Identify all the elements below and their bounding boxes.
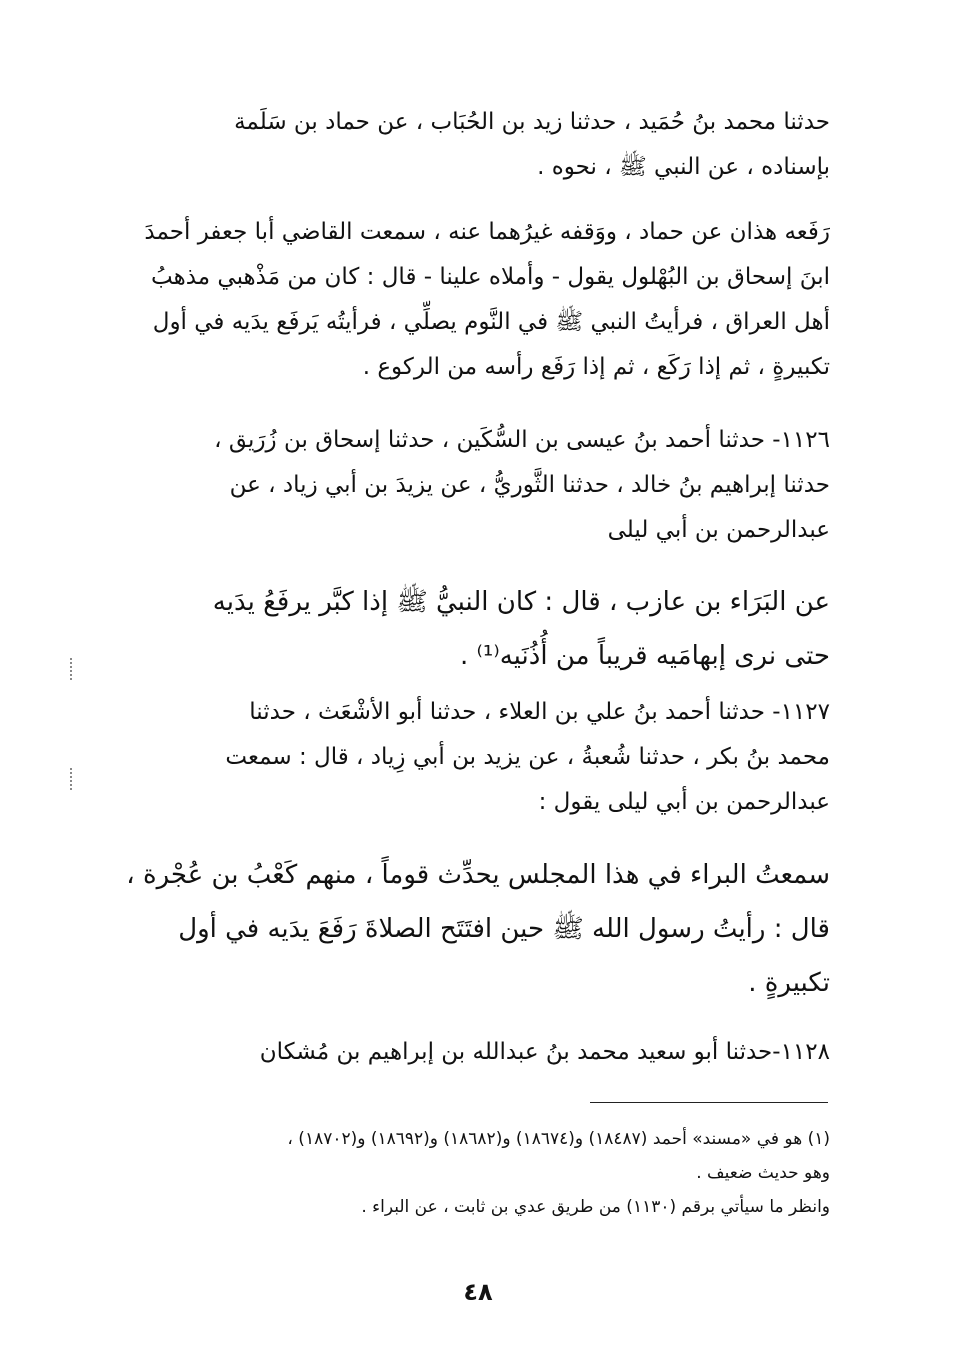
text-line: بإسناده ، عن النبي ﷺ ، نحوه . xyxy=(537,154,830,180)
text-line: عن البَرَاء بن عازب ، قال : كان النبيُّ ﷺ إذا كبَّر يرفَعُ يدَيه xyxy=(212,587,830,617)
text-line: ١١٢٨-حدثنا أبو سعيد محمد بنُ عبدالله بن إبراهيم بن مُشكان xyxy=(259,1039,830,1065)
text-line: حدثنا إبراهيم بنُ خالد ، حدثنا الثَّوريُّ ، عن يزيدَ بن أبي زياد ، عن xyxy=(229,472,830,498)
hadith-1127-matn xyxy=(118,848,830,1010)
text-line: سمعتُ البراء في هذا المجلس يحدِّث قوماً ، منهم كَعْبُ بن عُجْرة ، xyxy=(126,860,830,890)
hadith-1127-isnad xyxy=(118,690,830,825)
text-line: قال : رأيتُ رسول الله ﷺ حين افتَتَح الصلاةَ رَفَعَ يدَيه في أول xyxy=(178,914,830,944)
text-line: عبدالرحمن بن أبي ليلى يقول : xyxy=(538,789,830,815)
hadith-1128-isnad xyxy=(118,1030,830,1075)
footnotes xyxy=(118,1122,830,1224)
footnote-line: وانظر ما سيأتي برقم (١١٣٠) من طريق عدي بن ثابت ، عن البراء . xyxy=(361,1197,830,1217)
footnote-separator xyxy=(590,1102,828,1103)
margin-mark xyxy=(70,768,80,790)
footnote-line: (١) هو في «مسند» أحمد (١٨٤٨٧) و(١٨٦٧٤) و(١٨٦٨٢) و(١٨٦٩٢) و(١٨٧٠٢) ، xyxy=(287,1129,830,1149)
text-line: ابنَ إسحاق بن البُهْلول يقول - وأملاه علينا - قال : كان من مَذْهبي مذهبُ xyxy=(151,264,830,290)
text-line: تكبيرةٍ ، ثم إذا رَكَع ، ثم إذا رَفَع رأسه من الركوع . xyxy=(362,354,830,380)
text-line: أهل العراق ، فرأيتُ النبي ﷺ في النَّوم يصلِّي ، فرأيتُه يَرفَع يدَيه في أول xyxy=(152,309,830,335)
footnote-line: وهو حديث ضعيف . xyxy=(696,1163,830,1183)
text-line: محمد بنُ بكر ، حدثنا شُعبةُ ، عن يزيد بن أبي زِياد ، قال : سمعت xyxy=(225,744,830,770)
text-line: تكبيرةٍ . xyxy=(748,968,830,998)
isnad-paragraph xyxy=(118,100,830,190)
text-line: حتى نرى إبهامَيه قريباً من أُذُنَيه⁽¹⁾ . xyxy=(460,641,830,671)
text-line: حدثنا محمد بنُ حُمَيد ، حدثنا زيد بن الحُبَاب ، عن حماد بن سَلَمة xyxy=(234,109,830,135)
hadith-1126-matn xyxy=(118,575,830,683)
page-number: ٤٨ xyxy=(463,1278,493,1306)
margin-mark xyxy=(70,658,80,680)
text-line: رَفَعه هذان عن حماد ، ووَقفه غيرُهما عنه ، سمعت القاضي أبا جعفر أحمدَ xyxy=(144,219,830,245)
commentary-paragraph xyxy=(118,210,830,390)
hadith-1126-isnad xyxy=(118,418,830,553)
text-line: عبدالرحمن بن أبي ليلى xyxy=(607,517,830,543)
text-line: ١١٢٧- حدثنا أحمد بنُ علي بن العلاء ، حدثنا أبو الأشْعَث ، حدثنا xyxy=(249,699,830,725)
text-line: ١١٢٦- حدثنا أحمد بنُ عيسى بن السُّكَين ، حدثنا إسحاق بن زُرَيق ، xyxy=(214,427,830,453)
